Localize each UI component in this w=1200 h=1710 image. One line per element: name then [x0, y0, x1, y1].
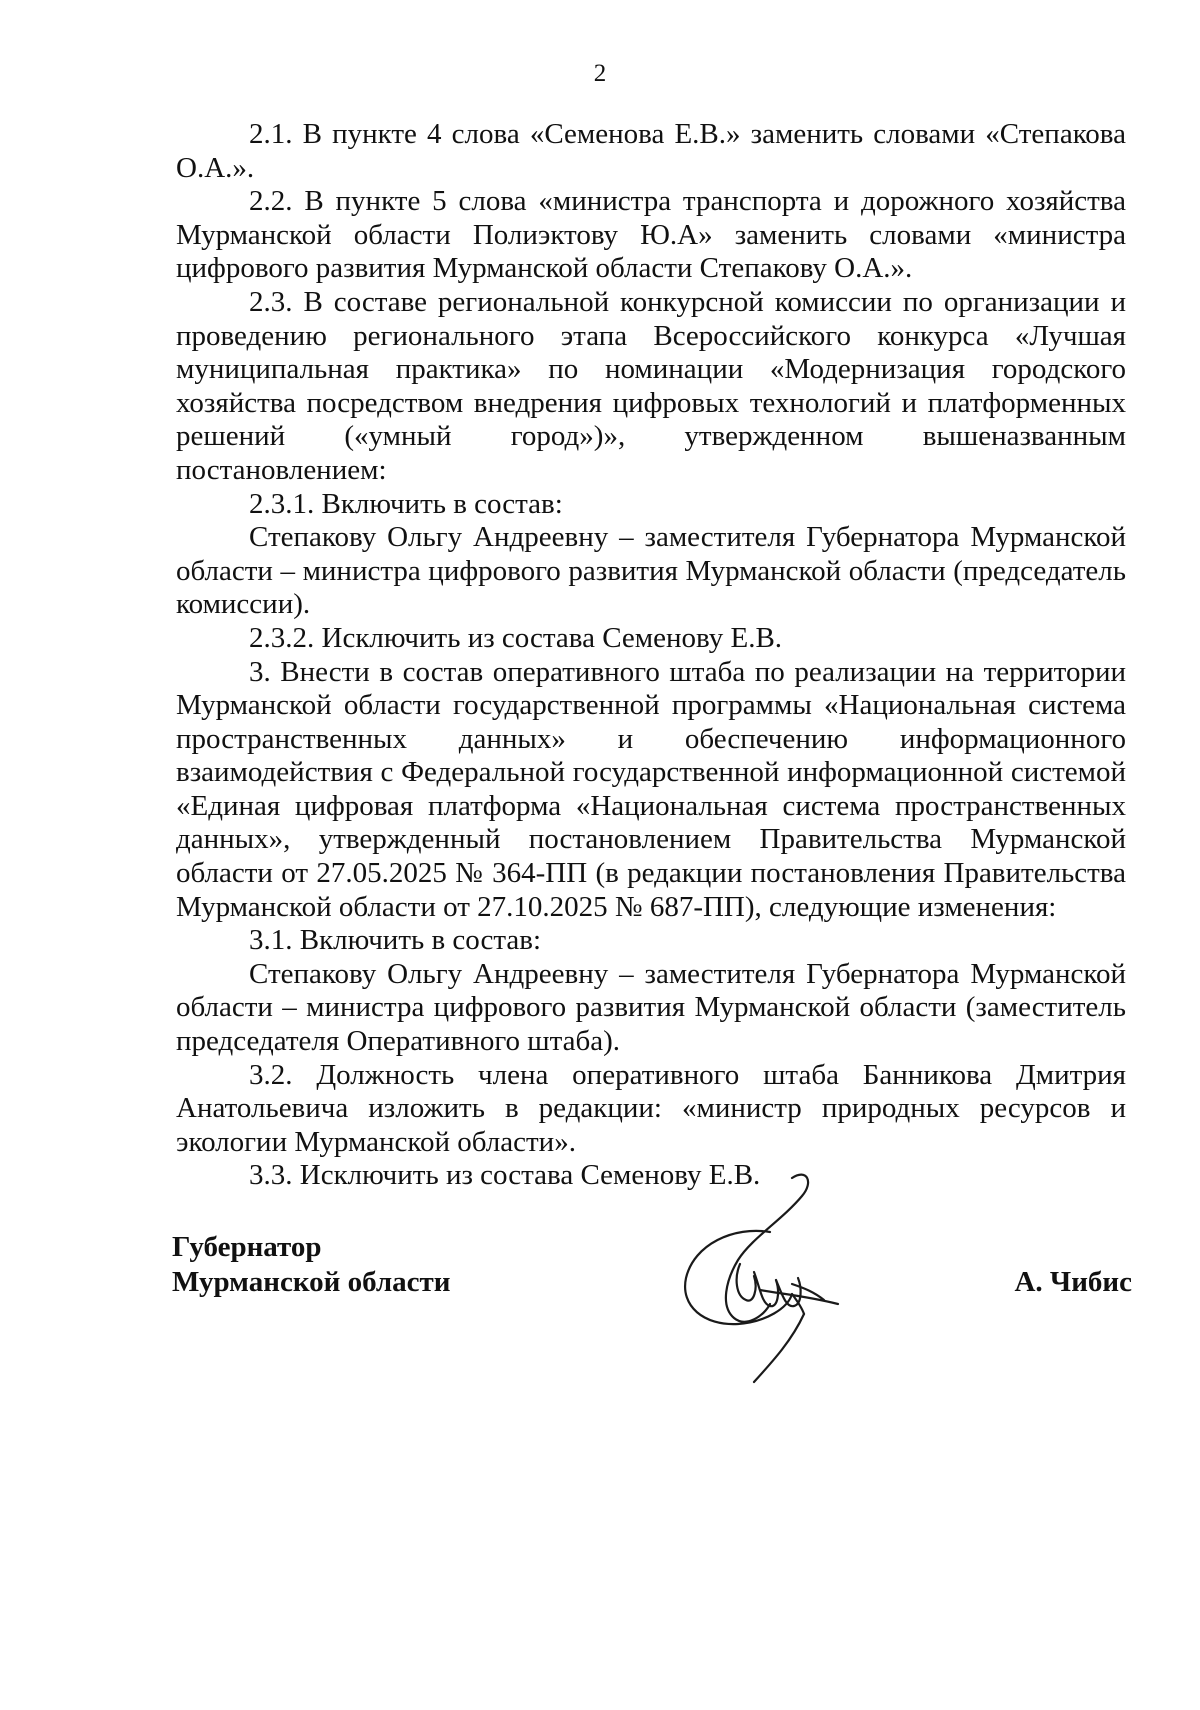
signer-name: А. Чибис — [1014, 1266, 1132, 1298]
signer-title-line-2: Мурманской области — [172, 1266, 451, 1298]
paragraph-2-3-1: 2.3.1. Включить в состав: — [249, 487, 563, 520]
paragraph-2-3-2: 2.3.2. Исключить из состава Семенову Е.В. — [249, 621, 783, 654]
paragraph-3-1-member: Степакову Ольгу Андреевну – заместителя Губернатора Мурманской области – министра цифрового развития Мурманской области (заместитель председателя Оперативного штаба). — [176, 957, 1126, 1058]
paragraph-3-1: 3.1. Включить в состав: — [249, 924, 542, 957]
paragraph-2-3: 2.3. В составе региональной конкурсной комиссии по организации и проведению регионального этапа Всероссийского конкурса «Лучшая муниципальная практика» по номинации «Модернизация городского хозяйства посредством внедрения цифровых технологий и платформенных решений («умный город»)», утвержденном вышеназванным постановлением: — [176, 285, 1126, 486]
signer-title-line-1: Губернатор — [172, 1231, 322, 1263]
paragraph-2-2: 2.2. В пункте 5 слова «министра транспорта и дорожного хозяйства Мурманской области Полиэктову Ю.А» заменить словами «министра цифрового развития Мурманской области Степакову О.А.». — [176, 185, 1126, 285]
page-number: 2 — [593, 60, 607, 87]
signature-block — [172, 1230, 1132, 1390]
paragraph-3-3: 3.3. Исключить из состава Семенову Е.В. — [249, 1159, 761, 1192]
signer-title — [172, 1230, 450, 1300]
paragraph-3-2: 3.2. Должность члена оперативного штаба Банникова Дмитрия Анатольевича изложить в редакции: «министр природных ресурсов и экологии Мурманской области». — [176, 1058, 1126, 1158]
paragraph-2-3-1-member: Степакову Ольгу Андреевну – заместителя Губернатора Мурманской области – министра цифрового развития Мурманской области (председатель комиссии). — [176, 521, 1126, 621]
document-body — [176, 118, 1126, 1193]
paragraph-3: 3. Внести в состав оперативного штаба по реализации на территории Мурманской области государственной программы «Национальная система пространственных данных» и обеспечению информационного взаимодействия с Федеральной государственной информационной системой «Единая цифровая платформа «Национальная система пространственных данных», утвержденный постановлением Правительства Мурманской области от 27.05.2025 № 364-ПП (в редакции постановления Правительства Мурманской области от 27.10.2025 № 687-ПП), следующие изменения: — [176, 655, 1126, 923]
paragraph-2-1: 2.1. В пункте 4 слова «Семенова Е.В.» заменить словами «Степакова О.А.». — [176, 118, 1126, 184]
handwritten-signature-icon — [642, 1168, 862, 1388]
